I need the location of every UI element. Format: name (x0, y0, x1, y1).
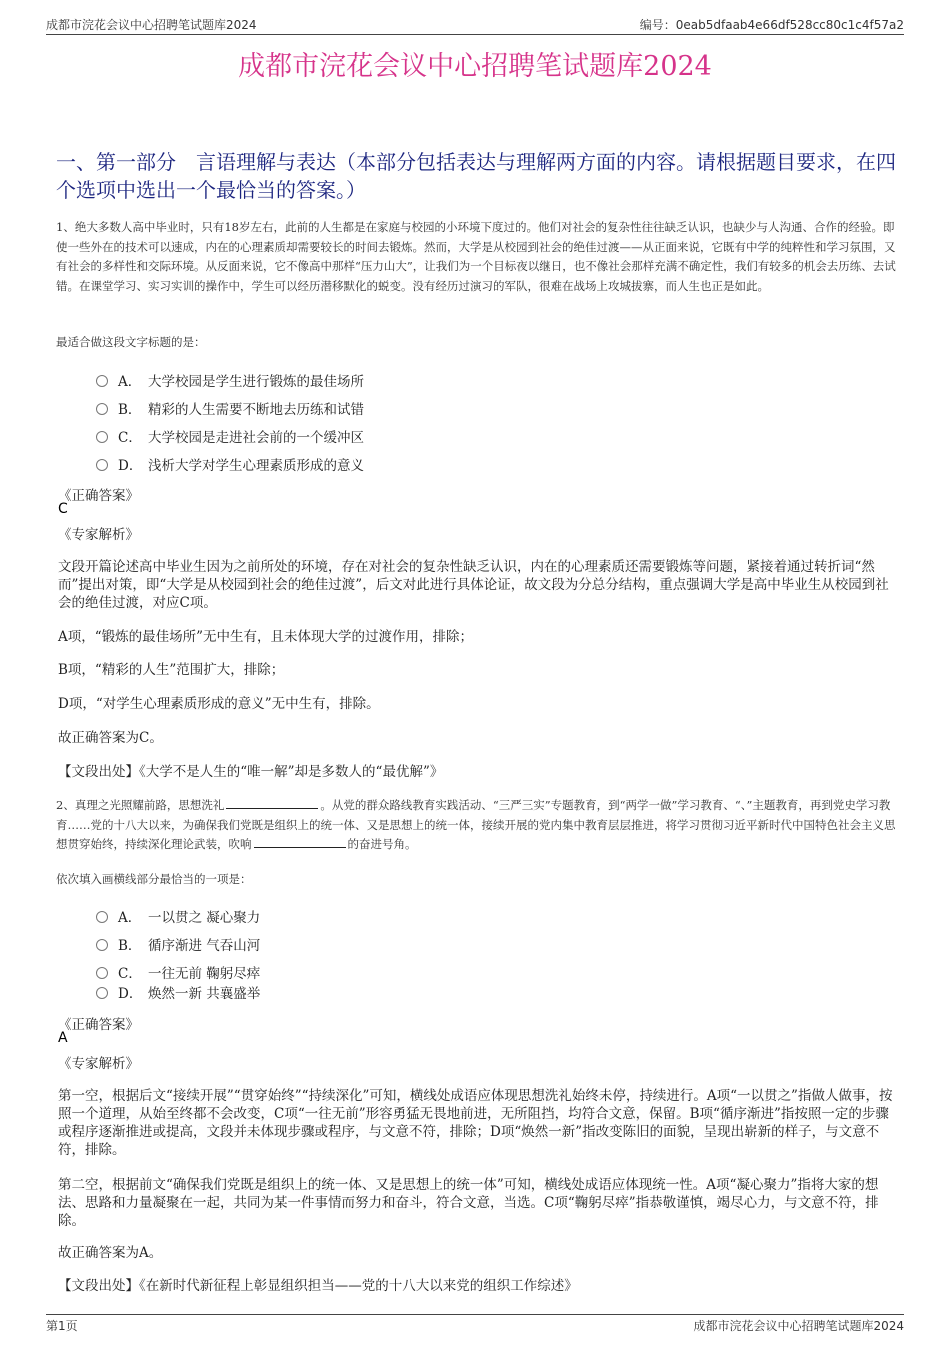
document-title: 成都市浣花会议中心招聘笔试题库2024 (238, 51, 712, 82)
radio-icon[interactable] (96, 911, 108, 923)
fill-blank-2 (254, 835, 346, 848)
question-1-answer: C (58, 501, 68, 517)
question-2-option-d[interactable]: D． 焕然一新 共襄盛举 (96, 982, 260, 1002)
radio-icon[interactable] (96, 403, 108, 415)
fill-blank-1 (226, 796, 318, 809)
question-1-option-a[interactable]: A． 大学校园是学生进行锻炼的最佳场所 (96, 370, 364, 390)
question-1-analysis-paragraph: 故正确答案为C。 (58, 730, 163, 746)
radio-icon[interactable] (96, 939, 108, 951)
question-1-option-c[interactable]: C． 大学校园是走进社会前的一个缓冲区 (96, 426, 364, 446)
question-1-analysis-paragraph: 文段开篇论述高中毕业生因为之前所处的环境，存在对社会的复杂性缺乏认识，内在的心理素质还需要锻炼等问题，紧接着通过转折词“然而”提出对策，即“大学是从校园到社会的绝佳过渡”，后文对此进行具体论证，故文段为分总分结构，重点强调大学是高中毕业生从校园到社会的绝佳过渡，对应C项。 (58, 559, 889, 611)
question-2-option-c[interactable]: C． 一往无前 鞠躬尽瘁 (96, 962, 260, 982)
question-2-answer: A (58, 1030, 68, 1046)
question-1-option-d[interactable]: D． 浅析大学对学生心理素质形成的意义 (96, 454, 364, 474)
question-2-answer-label: 《正确答案》 (58, 1017, 139, 1033)
radio-icon[interactable] (96, 375, 108, 387)
question-2-analysis-paragraph: 第一空，根据后文“接续开展”“贯穿始终”“持续深化”可知，横线处成语应体现思想洗礼始终未停，持续进行。A项“一以贯之”指做人做事，按照一个道理，从始至终都不会改变，C项“一往无前”形容勇猛无畏地前进，无所阻挡，均符合文意，保留。B项“循序渐进”指按照一定的步骤或程序逐渐推进或提高，文段并未体现步骤或程序，与文意不符，排除；D项“焕然一新”指改变陈旧的面貌，呈现出崭新的样子，与文意不符，排除。 (58, 1088, 893, 1158)
header-doc-id: 编号：0eab5dfaab4e66df528cc80c1c4f57a2 (639, 18, 904, 32)
question-2-option-b[interactable]: B． 循序渐进 气吞山河 (96, 934, 260, 954)
question-1-prompt: 最适合做这段文字标题的是： (56, 335, 206, 349)
header-doc-name: 成都市浣花会议中心招聘笔试题库2024 (46, 18, 257, 32)
radio-icon[interactable] (96, 967, 108, 979)
page-header (46, 14, 904, 35)
question-1-source: 【文段出处】《大学不是人生的“唯一解”却是多数人的“最优解”》 (58, 764, 444, 780)
question-1-analysis-paragraph: B项，“精彩的人生”范围扩大，排除； (58, 662, 285, 678)
page-number: 第1页 (46, 1319, 78, 1333)
question-1-answer-label: 《正确答案》 (58, 488, 139, 504)
radio-icon[interactable] (96, 459, 108, 471)
question-2-prompt: 依次填入画横线部分最恰当的一项是： (56, 872, 252, 886)
question-1-analysis-paragraph: D项，“对学生心理素质形成的意义”无中生有，排除。 (58, 696, 380, 712)
question-1-stem: 1、绝大多数人高中毕业时，只有18岁左右，此前的人生都是在家庭与校园的小环境下度过的。他们对社会的复杂性往往缺乏认识，也缺少与人沟通、合作的经验。即使一些外在的技术可以速成，内在的心理素质却需要较长的时间去锻炼。然而，大学是从校园到社会的绝佳过渡——从正面来说，它既有中学的纯粹性和学习氛围，又有社会的多样性和交际环境。从反面来说，它不像高中那样“压力山大”，让我们为一个目标夜以继日，也不像社会那样充满不确定性，我们有较多的机会去历练、去试错。在课堂学习、实习实训的操作中，学生可以经历潜移默化的蜕变。没有经历过演习的军队，很难在战场上攻城拔寨，而人生也正是如此。 (56, 220, 896, 293)
page-footer (46, 1314, 904, 1335)
section-heading: 一、第一部分 言语理解与表达（本部分包括表达与理解两方面的内容。请根据题目要求，在四个选项中选出一个最恰当的答案。） (56, 150, 896, 202)
question-1-analysis-label: 《专家解析》 (58, 527, 139, 543)
question-2-stem: 2、真理之光照耀前路，思想洗礼 。从党的群众路线教育实践活动、“三严三实”专题教育，到“两学一做”学习教育、“、”主题教育，再到党史学习教育……党的十八大以来，为确保我们党既是组织上的统一体、又是思想上的统一体，接续开展的党内集中教育层层推进，将学习贯彻习近平新时代中国特色社会主义思想贯穿始终，持续深化理论武装，吹响 的奋进号角。 (56, 798, 896, 851)
question-2-analysis-paragraph: 第二空，根据前文“确保我们党既是组织上的统一体、又是思想上的统一体”可知，横线处成语应体现统一性。A项“凝心聚力”指将大家的想法、思路和力量凝聚在一起，共同为某一件事情而努力和奋斗，符合文意，当选。C项“鞠躬尽瘁”指恭敬谨慎，竭尽心力，与文意不符，排除。 (58, 1177, 879, 1229)
question-2-analysis-label: 《专家解析》 (58, 1056, 139, 1072)
question-2-source: 【文段出处】《在新时代新征程上彰显组织担当——党的十八大以来党的组织工作综述》 (58, 1278, 578, 1294)
question-2-analysis-paragraph: 故正确答案为A。 (58, 1245, 163, 1261)
footer-doc-name: 成都市浣花会议中心招聘笔试题库2024 (693, 1319, 904, 1333)
question-2-option-a[interactable]: A． 一以贯之 凝心聚力 (96, 906, 260, 926)
radio-icon[interactable] (96, 431, 108, 443)
question-1-option-b[interactable]: B． 精彩的人生需要不断地去历练和试错 (96, 398, 364, 418)
radio-icon[interactable] (96, 987, 108, 999)
question-1-analysis-paragraph: A项，“锻炼的最佳场所”无中生有，且未体现大学的过渡作用，排除； (58, 629, 474, 645)
